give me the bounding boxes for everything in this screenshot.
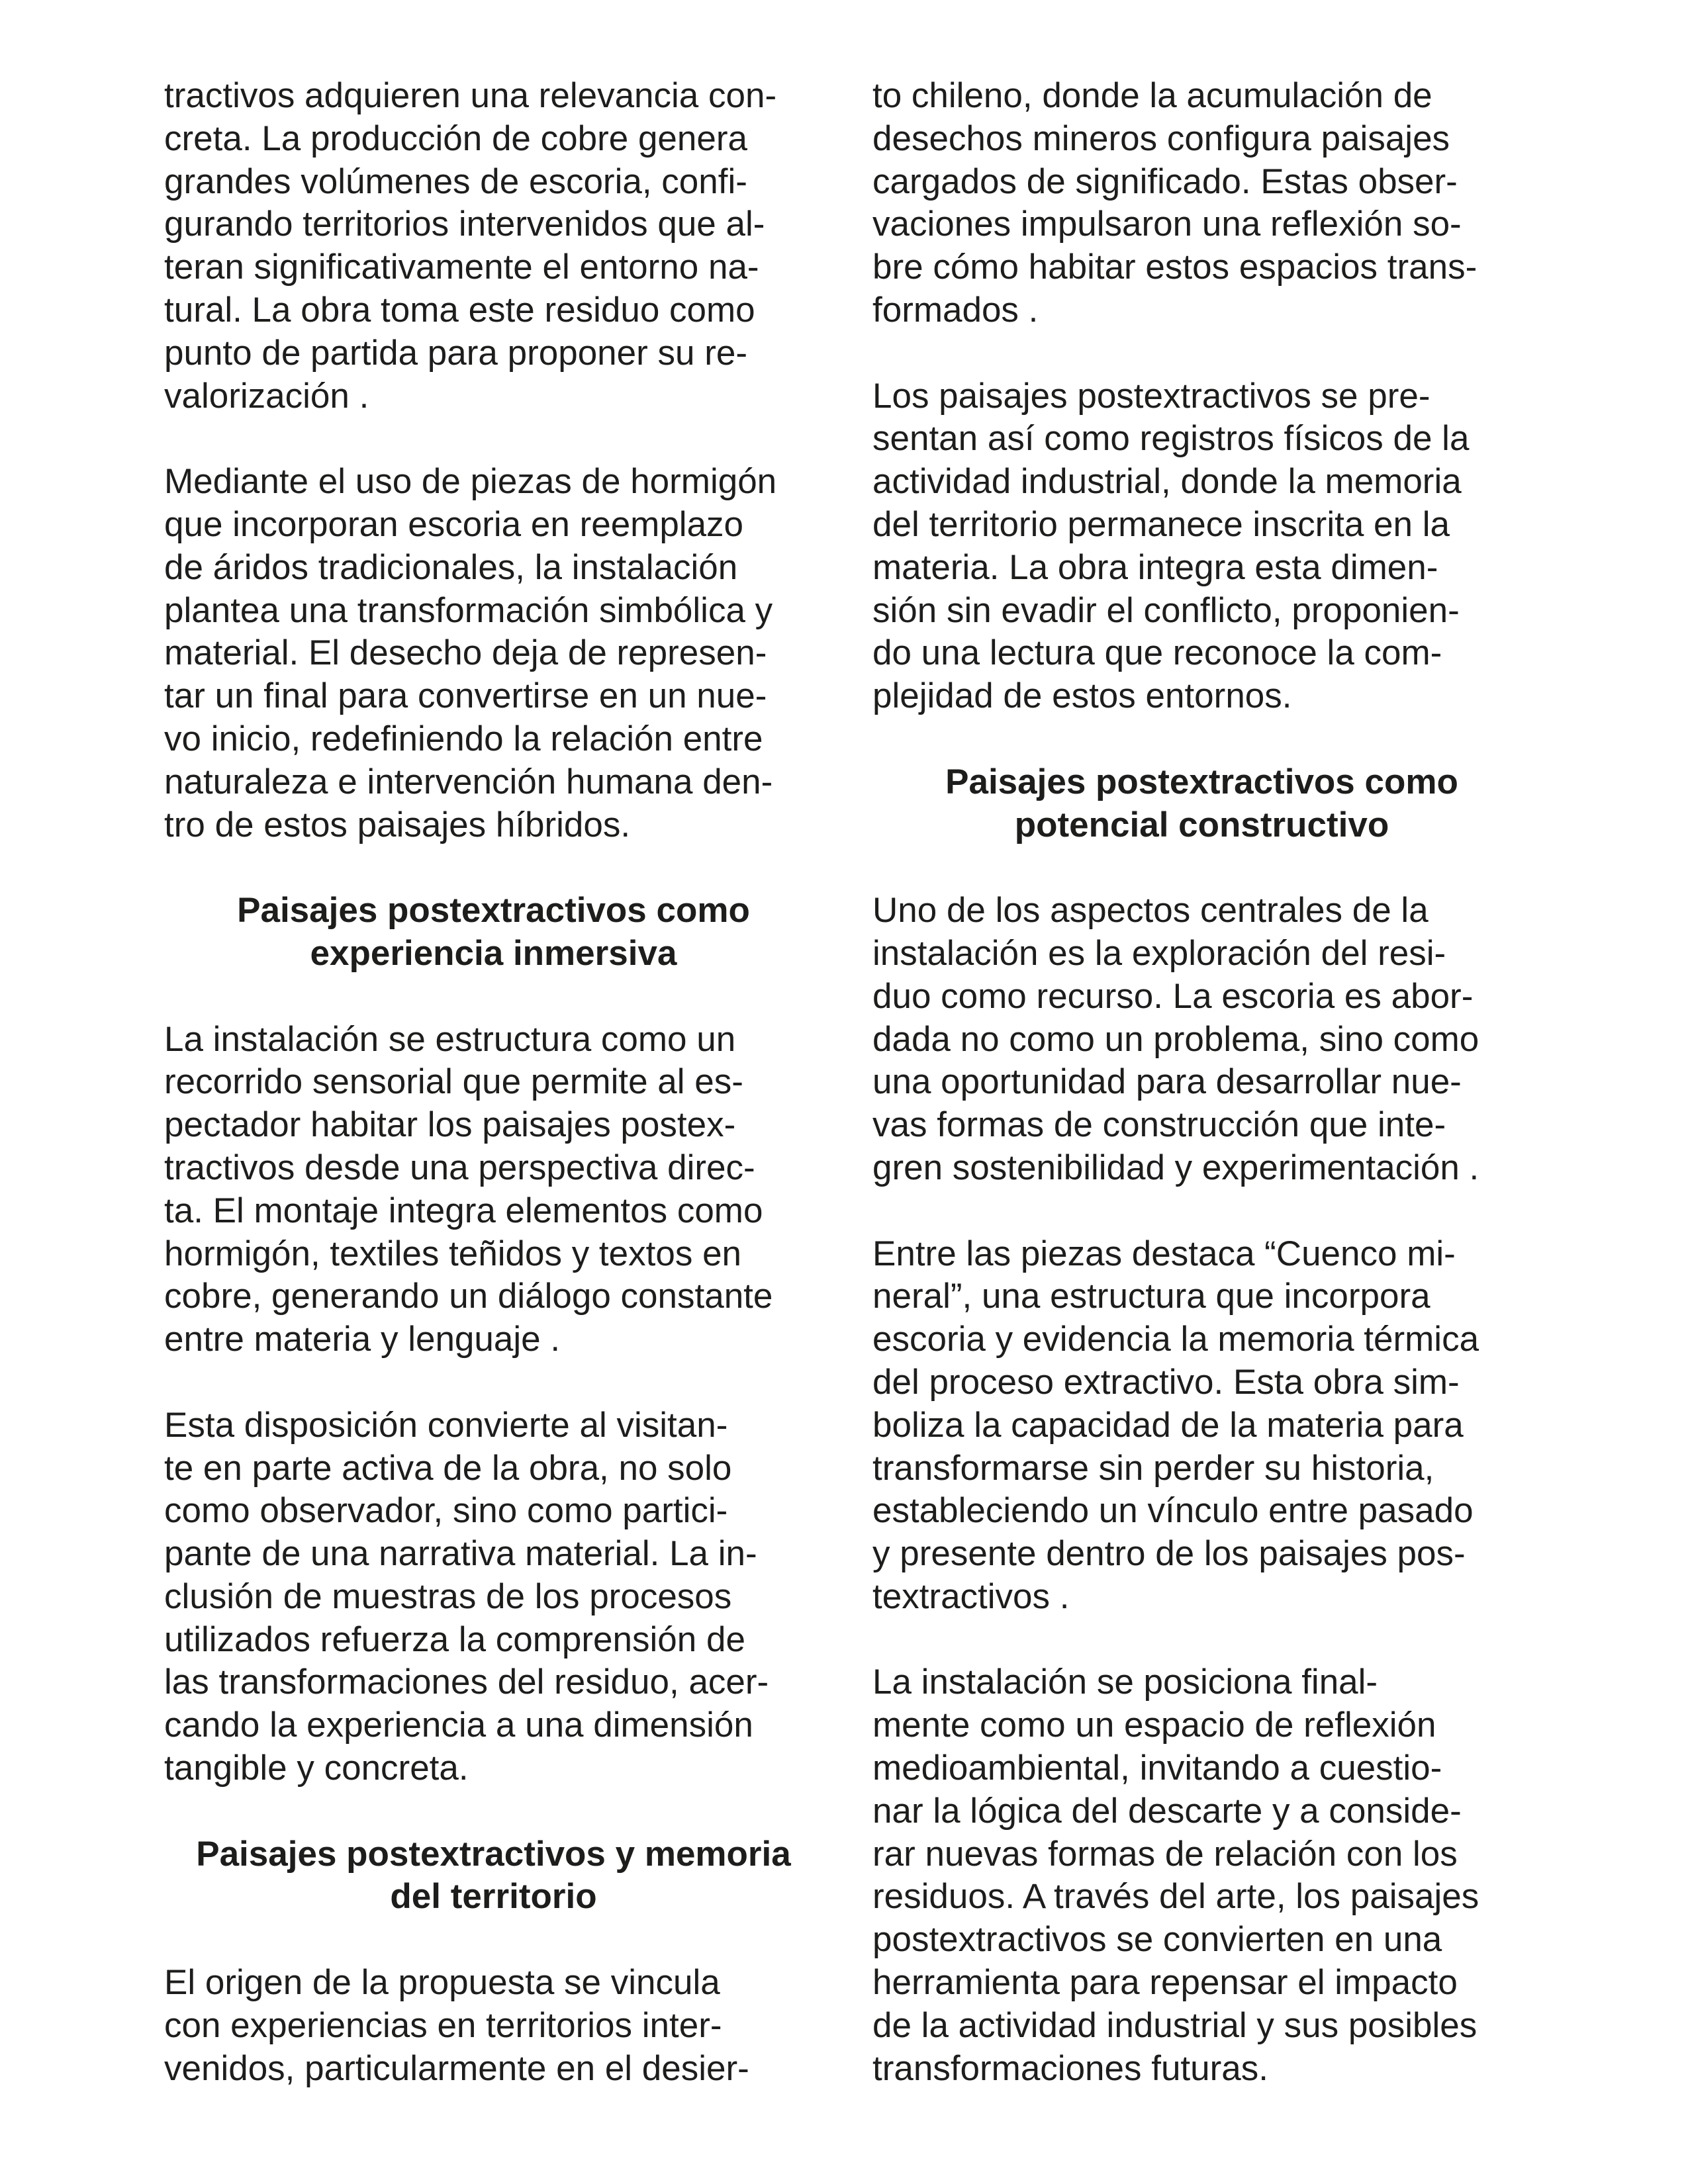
text-line: pectador habitar los paisajes postex- (164, 1105, 736, 1145)
text-line: venidos, particularmente en el desier- (164, 2048, 749, 2088)
text-line: sión sin evadir el conflicto, proponien- (872, 590, 1460, 630)
text-line: pante de una narrativa material. La in- (164, 1534, 757, 1574)
paragraph-gap (164, 418, 823, 461)
text-line: Mediante el uso de piezas de hormigón (164, 462, 777, 502)
section-heading-experiencia-inmersiva (164, 889, 823, 976)
text-line: material. El desecho deja de represen- (164, 633, 767, 673)
text-line: rar nuevas formas de relación con los (872, 1834, 1458, 1874)
text-line: desechos mineros configura paisajes (872, 118, 1450, 158)
paragraph-registros-fisicos (872, 375, 1531, 718)
text-line: de la actividad industrial y sus posibles (872, 2005, 1477, 2045)
paragraph-gap (872, 718, 1531, 761)
text-line: grandes volúmenes de escoria, confi- (164, 161, 747, 201)
heading-line: Paisajes postextractivos como (945, 762, 1458, 801)
paragraph-gap (164, 1919, 823, 1962)
text-line: tractivos desde una perspectiva direc- (164, 1148, 755, 1187)
heading-line: experiencia inmersiva (310, 933, 677, 973)
paragraph-desierto-continued (872, 75, 1531, 332)
text-line: creta. La producción de cobre genera (164, 118, 747, 158)
paragraph-recorrido-sensorial (164, 1019, 823, 1361)
paragraph-gap (872, 1190, 1531, 1233)
text-line: te en parte activa de la obra, no solo (164, 1448, 732, 1488)
text-line: tar un final para convertirse en un nue- (164, 676, 767, 716)
paragraph-cuenco-mineral (872, 1233, 1531, 1619)
text-line: vaciones impulsaron una reflexión so- (872, 205, 1462, 244)
paragraph-gap (872, 846, 1531, 889)
paragraph-intro-continued (164, 75, 823, 418)
paragraph-reflexion-medioambiental (872, 1661, 1531, 2090)
text-line: naturaleza e intervención humana den- (164, 762, 773, 801)
text-line: neral”, una estructura que incorpora (872, 1277, 1430, 1316)
text-line: tangible y concreta. (164, 1749, 469, 1788)
right-column (872, 75, 1531, 2090)
text-line: to chileno, donde la acumulación de (872, 76, 1432, 115)
section-heading-memoria-territorio (164, 1833, 823, 1919)
text-line: herramienta para repensar el impacto (872, 1963, 1458, 2003)
text-line: plejidad de estos entornos. (872, 676, 1292, 716)
text-line: punto de partida para proponer su re- (164, 333, 747, 373)
text-line: y presente dentro de los paisajes pos- (872, 1534, 1466, 1574)
text-line: medioambiental, invitando a cuestio- (872, 1749, 1442, 1788)
text-line: escoria y evidencia la memoria térmica (872, 1320, 1479, 1359)
text-line: transformarse sin perder su historia, (872, 1448, 1434, 1488)
text-line: gurando territorios intervenidos que al- (164, 205, 765, 244)
text-line: valorización . (164, 376, 369, 416)
text-line: tractivos adquieren una relevancia con- (164, 76, 777, 115)
text-line: las transformaciones del residuo, acer- (164, 1662, 769, 1702)
text-line: Entre las piezas destaca “Cuenco mi- (872, 1234, 1456, 1273)
text-line: que incorporan escoria en reemplazo (164, 504, 744, 544)
text-line: gren sostenibilidad y experimentación . (872, 1148, 1479, 1187)
paragraph-residuo-recurso (872, 889, 1531, 1190)
text-line: plantea una transformación simbólica y (164, 590, 773, 630)
text-line: tural. La obra toma este residuo como (164, 290, 755, 330)
paragraph-hormigon (164, 461, 823, 846)
paragraph-gap (164, 976, 823, 1019)
text-line: del proceso extractivo. Esta obra sim- (872, 1362, 1460, 1402)
paragraph-gap (872, 1619, 1531, 1662)
text-line: entre materia y lenguaje . (164, 1320, 561, 1359)
text-line: nar la lógica del descarte y a conside- (872, 1791, 1462, 1831)
heading-line: Paisajes postextractivos y memoria (196, 1834, 791, 1874)
text-line: textractivos . (872, 1576, 1070, 1616)
text-line: bre cómo habitar estos espacios trans- (872, 248, 1477, 287)
text-line: instalación es la exploración del resi- (872, 933, 1446, 973)
text-line: El origen de la propuesta se vincula (164, 1963, 720, 2003)
paragraph-gap (164, 1361, 823, 1404)
left-column (164, 75, 823, 2090)
text-line: una oportunidad para desarrollar nue- (872, 1062, 1462, 1102)
text-line: del territorio permanece inscrita en la (872, 504, 1450, 544)
text-line: Esta disposición convierte al visitan- (164, 1405, 728, 1445)
section-heading-potencial-constructivo (872, 761, 1531, 847)
text-line: La instalación se posiciona final- (872, 1662, 1378, 1702)
text-line: clusión de muestras de los procesos (164, 1576, 732, 1616)
text-line: La instalación se estructura como un (164, 1019, 736, 1059)
heading-line: Paisajes postextractivos como (237, 891, 750, 931)
text-line: duo como recurso. La escoria es abor- (872, 976, 1474, 1016)
text-line: Los paisajes postextractivos se pre- (872, 376, 1430, 416)
text-line: sentan así como registros físicos de la (872, 419, 1470, 459)
text-line: tro de estos paisajes híbridos. (164, 805, 631, 844)
text-line: recorrido sensorial que permite al es- (164, 1062, 743, 1102)
text-line: residuos. A través del arte, los paisajes (872, 1877, 1479, 1917)
text-line: vo inicio, redefiniendo la relación entre (164, 719, 763, 758)
text-line: estableciendo un vínculo entre pasado (872, 1491, 1474, 1531)
text-line: utilizados refuerza la comprensión de (164, 1619, 745, 1659)
text-line: teran significativamente el entorno na- (164, 248, 759, 287)
text-line: con experiencias en territorios inter- (164, 2005, 722, 2045)
text-line: Uno de los aspectos centrales de la (872, 891, 1429, 931)
paragraph-gap (164, 1790, 823, 1833)
text-line: vas formas de construcción que inte- (872, 1105, 1446, 1145)
text-line: actividad industrial, donde la memoria (872, 462, 1462, 502)
paragraph-origen-propuesta (164, 1962, 823, 2090)
text-line: cargados de significado. Estas obser- (872, 161, 1458, 201)
text-line: formados . (872, 290, 1039, 330)
text-line: como observador, sino como partici- (164, 1491, 728, 1531)
text-line: mente como un espacio de reflexión (872, 1706, 1436, 1745)
text-line: materia. La obra integra esta dimen- (872, 547, 1438, 587)
paragraph-visitante (164, 1404, 823, 1790)
text-line: boliza la capacidad de la materia para (872, 1405, 1464, 1445)
text-line: hormigón, textiles teñidos y textos en (164, 1234, 742, 1273)
paragraph-gap (164, 846, 823, 889)
paragraph-gap (872, 332, 1531, 375)
text-line: cobre, generando un diálogo constante (164, 1277, 773, 1316)
text-line: postextractivos se convierten en una (872, 1920, 1442, 1960)
text-line: do una lectura que reconoce la com- (872, 633, 1442, 673)
text-line: de áridos tradicionales, la instalación (164, 547, 738, 587)
text-line: ta. El montaje integra elementos como (164, 1191, 763, 1230)
heading-line: potencial constructivo (1014, 805, 1389, 844)
text-line: transformaciones futuras. (872, 2048, 1268, 2088)
text-line: dada no como un problema, sino como (872, 1019, 1479, 1059)
text-line: cando la experiencia a una dimensión (164, 1706, 753, 1745)
heading-line: del territorio (390, 1877, 597, 1917)
